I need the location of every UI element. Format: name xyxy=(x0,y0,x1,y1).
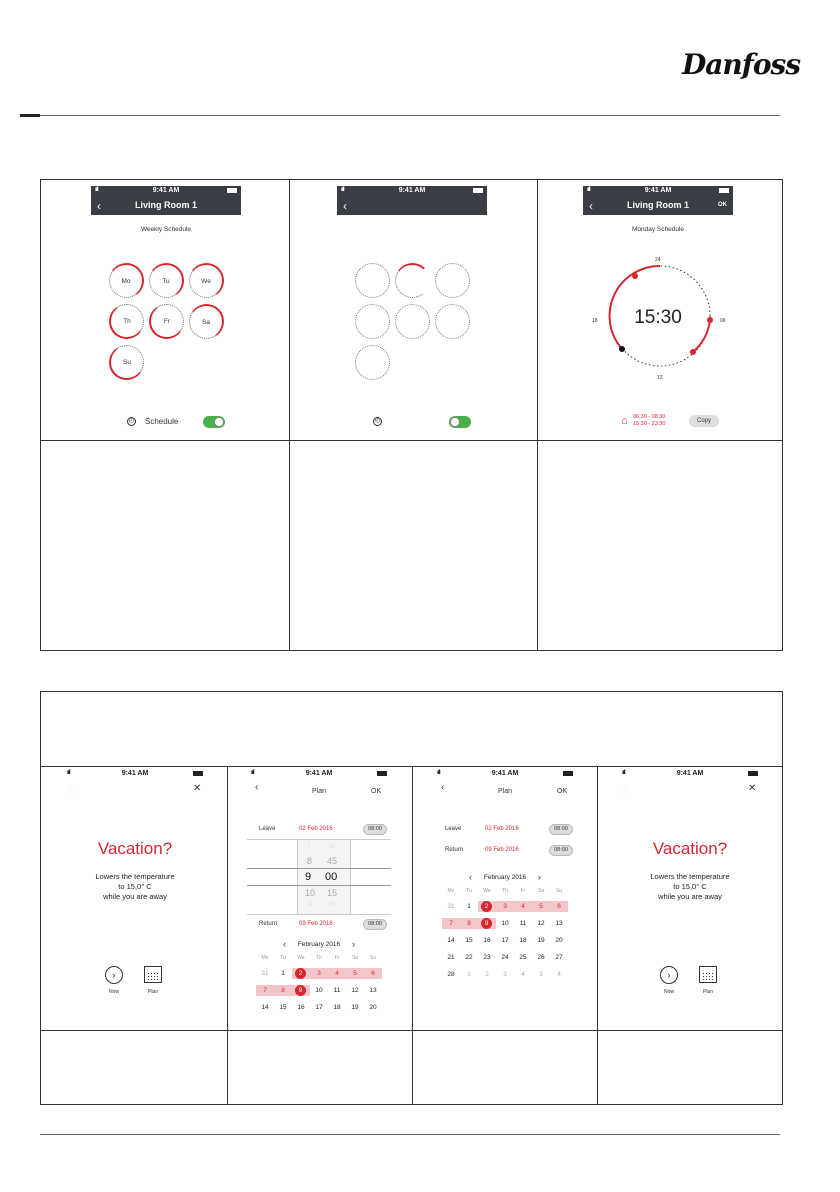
day-number: 13 xyxy=(555,920,563,927)
clock-icon: ◴ xyxy=(374,418,381,424)
battery-icon xyxy=(563,771,573,776)
day-number: 2 xyxy=(295,968,306,979)
day-number: 16 xyxy=(297,1004,305,1011)
day-number: 18 xyxy=(333,1004,341,1011)
status-bar xyxy=(247,769,391,778)
dial-handle[interactable] xyxy=(619,346,625,352)
day-number: 19 xyxy=(351,1004,359,1011)
prev-month-icon[interactable]: ‹ xyxy=(469,872,472,882)
calendar-day[interactable] xyxy=(460,901,478,912)
day-number: 16 xyxy=(483,937,491,944)
weekday-label: Fr xyxy=(334,955,340,961)
day-number: 14 xyxy=(447,937,455,944)
now-label: Now xyxy=(663,989,674,995)
calendar xyxy=(442,872,568,982)
day-number: 25 xyxy=(519,954,527,961)
day-circle[interactable] xyxy=(355,304,390,339)
calendar-day[interactable] xyxy=(460,935,478,946)
ok-button[interactable]: OK xyxy=(557,788,568,795)
signal-icon: ııll xyxy=(341,187,344,193)
signal-icon: ııll xyxy=(622,770,625,776)
now-button[interactable]: › xyxy=(660,966,678,984)
day-number: 4 xyxy=(335,970,339,977)
calendar-day[interactable] xyxy=(532,901,550,912)
calendar-day[interactable] xyxy=(496,935,514,946)
calendar-day[interactable] xyxy=(550,969,568,980)
day-friday[interactable]: Fr xyxy=(149,304,184,339)
calendar-day[interactable] xyxy=(514,935,532,946)
day-number: 1 xyxy=(467,903,471,910)
day-number: 23 xyxy=(483,954,491,961)
table-divider xyxy=(227,766,228,1105)
calendar-day[interactable] xyxy=(514,901,532,912)
calendar xyxy=(256,939,382,1027)
day-number: 21 xyxy=(447,954,455,961)
status-bar xyxy=(583,186,733,195)
signal-icon: ııll xyxy=(251,770,254,776)
table-divider xyxy=(289,180,290,650)
dial-label-right: 06 xyxy=(720,318,726,324)
now-label: Now xyxy=(108,989,119,995)
signal-icon: ııll xyxy=(95,187,98,193)
dial-label-left: 18 xyxy=(592,318,598,324)
status-time: 9:41 AM xyxy=(644,187,672,194)
calendar-day[interactable] xyxy=(442,935,460,946)
header-rule-accent xyxy=(20,114,40,117)
status-bar xyxy=(618,769,762,778)
calendar-day[interactable] xyxy=(478,918,496,929)
plan-label: Plan xyxy=(702,989,713,995)
weekday-label: Th xyxy=(502,888,508,894)
picker-minute: 30 xyxy=(329,902,336,908)
day-wednesday[interactable]: We xyxy=(189,263,224,298)
calendar-day[interactable] xyxy=(460,952,478,963)
calendar-day[interactable] xyxy=(514,969,532,980)
day-circle[interactable] xyxy=(395,263,430,298)
calendar-day[interactable] xyxy=(256,985,274,996)
day-number: 3 xyxy=(503,971,507,978)
calendar-day[interactable] xyxy=(532,952,550,963)
weekday-label: Tu xyxy=(466,888,472,894)
day-number: 12 xyxy=(537,920,545,927)
table-divider xyxy=(41,440,782,441)
day-number: 14 xyxy=(261,1004,269,1011)
calendar-day[interactable] xyxy=(550,918,568,929)
vacation-prompt-screen xyxy=(63,769,207,1027)
calendar-day[interactable] xyxy=(496,901,514,912)
day-number: 12 xyxy=(351,987,359,994)
calendar-day[interactable] xyxy=(532,935,550,946)
plan-title: Plan xyxy=(311,788,326,795)
screen-subtitle: Monday Schedule xyxy=(631,226,685,233)
day-number: 9 xyxy=(295,985,306,996)
back-icon[interactable]: ‹ xyxy=(441,782,445,793)
footer-rule xyxy=(40,1134,780,1135)
status-time: 9:41 AM xyxy=(676,770,704,777)
calendar-day[interactable] xyxy=(328,985,346,996)
day-number: 7 xyxy=(449,920,453,927)
weekday-label: Fr xyxy=(520,888,526,894)
day-number: 5 xyxy=(539,903,543,910)
day-circle[interactable] xyxy=(355,263,390,298)
day-number: 6 xyxy=(371,970,375,977)
calendar-day[interactable] xyxy=(310,968,328,979)
status-time: 9:41 AM xyxy=(491,770,519,777)
prev-month-icon[interactable]: ‹ xyxy=(283,939,286,949)
day-number: 10 xyxy=(501,920,509,927)
day-number: 7 xyxy=(263,987,267,994)
weekly-schedule-screen xyxy=(91,186,241,432)
day-sunday[interactable]: Su xyxy=(109,345,144,380)
dial-handle[interactable] xyxy=(690,349,696,355)
leave-label: Leave xyxy=(445,826,462,832)
plan-label: Plan xyxy=(147,989,158,995)
day-number: 27 xyxy=(555,954,563,961)
header-rule xyxy=(40,115,780,116)
day-number: 4 xyxy=(521,903,525,910)
weekday-label: Mo xyxy=(261,955,269,961)
schedule-label: Schedule xyxy=(145,417,179,426)
day-saturday[interactable]: Sa xyxy=(189,304,224,339)
day-number: 1 xyxy=(281,970,285,977)
schedule-toggle[interactable] xyxy=(203,416,225,428)
calendar-day[interactable] xyxy=(460,969,478,980)
calendar-day[interactable] xyxy=(328,968,346,979)
day-number: 2 xyxy=(485,971,489,978)
leave-date[interactable]: 02 Feb 2016 xyxy=(485,826,519,832)
calendar-day[interactable] xyxy=(274,985,292,996)
calendar-day[interactable] xyxy=(496,952,514,963)
vacation-table xyxy=(40,691,783,1105)
day-number: 28 xyxy=(447,971,455,978)
blurred-back: ‹ xyxy=(69,786,72,793)
back-icon[interactable]: ‹ xyxy=(589,199,593,213)
schedule-transition-screen xyxy=(337,186,487,432)
day-number: 20 xyxy=(369,1004,377,1011)
return-date[interactable]: 09 Feb 2016 xyxy=(299,921,333,927)
battery-icon xyxy=(227,188,237,193)
return-date[interactable]: 09 Feb 2016 xyxy=(485,847,519,853)
navbar xyxy=(337,186,487,215)
calendar-icon[interactable] xyxy=(144,966,162,983)
calendar-day[interactable] xyxy=(460,918,478,929)
day-number: 19 xyxy=(537,937,545,944)
calendar-day[interactable] xyxy=(514,918,532,929)
calendar-day[interactable] xyxy=(364,1002,382,1013)
calendar-day[interactable] xyxy=(292,985,310,996)
vacation-line-3: while you are away xyxy=(103,892,167,901)
period-1: 06:30 - 08:30 xyxy=(633,414,666,420)
day-number: 6 xyxy=(557,903,561,910)
day-number: 31 xyxy=(261,970,269,977)
next-month-icon[interactable]: › xyxy=(352,939,355,949)
calendar-day[interactable] xyxy=(310,1002,328,1013)
status-bar xyxy=(337,186,487,195)
back-icon[interactable]: ‹ xyxy=(343,199,347,213)
table-divider xyxy=(412,766,413,1105)
weekday-label: Th xyxy=(316,955,322,961)
day-number: 26 xyxy=(537,954,545,961)
table-divider xyxy=(537,180,538,650)
calendar-day[interactable] xyxy=(532,918,550,929)
vacation-line-2: to 15,0° C xyxy=(118,882,152,891)
calendar-day[interactable] xyxy=(292,1002,310,1013)
calendar-day[interactable] xyxy=(478,935,496,946)
plan-picker-screen xyxy=(247,769,391,1027)
nav-title: Living Room 1 xyxy=(134,200,197,210)
day-number: 4 xyxy=(521,971,525,978)
calendar-day[interactable] xyxy=(532,969,550,980)
calendar-day[interactable] xyxy=(364,985,382,996)
leave-time[interactable]: 08:00 xyxy=(363,824,387,835)
monday-schedule-screen xyxy=(583,186,733,432)
weekday-label: Su xyxy=(369,955,377,961)
day-number: 8 xyxy=(281,987,285,994)
clock-time: 15:30 xyxy=(634,307,682,328)
calendar-day[interactable] xyxy=(478,901,496,912)
vacation-line-2: to 15,0° C xyxy=(673,882,707,891)
screen-subtitle: Weekly Schedule xyxy=(140,226,192,233)
next-month-icon[interactable]: › xyxy=(538,872,541,882)
dial-label-top: 24 xyxy=(655,257,661,263)
calendar-day[interactable] xyxy=(310,985,328,996)
vacation-title: Vacation? xyxy=(97,839,173,858)
day-circle[interactable] xyxy=(435,304,470,339)
day-number: 15 xyxy=(279,1004,287,1011)
day-number: 15 xyxy=(465,937,473,944)
battery-icon xyxy=(473,188,483,193)
calendar-month: February 2016 xyxy=(297,941,341,948)
now-button[interactable]: › xyxy=(105,966,123,984)
calendar-day[interactable] xyxy=(442,901,460,912)
status-bar xyxy=(433,769,577,778)
calendar-day[interactable] xyxy=(346,968,364,979)
status-time: 9:41 AM xyxy=(121,770,149,777)
back-icon[interactable]: ‹ xyxy=(97,199,101,213)
battery-icon xyxy=(193,771,203,776)
leave-time[interactable]: 08:00 xyxy=(549,824,573,835)
calendar-day[interactable] xyxy=(550,952,568,963)
table-divider xyxy=(597,766,598,1105)
calendar-day[interactable] xyxy=(442,969,460,980)
navbar xyxy=(91,186,241,215)
return-label: Return xyxy=(445,847,464,853)
picker-hour: 7 xyxy=(307,844,311,850)
picker-hour: 11 xyxy=(307,902,314,908)
return-label: Return xyxy=(259,921,278,927)
calendar-day[interactable] xyxy=(328,1002,346,1013)
navbar xyxy=(583,186,733,215)
calendar-day[interactable] xyxy=(346,985,364,996)
day-number: 10 xyxy=(315,987,323,994)
battery-icon xyxy=(748,771,758,776)
time-picker[interactable] xyxy=(247,839,391,915)
day-number: 20 xyxy=(555,937,563,944)
day-number: 17 xyxy=(501,937,509,944)
calendar-icon[interactable] xyxy=(699,966,717,983)
calendar-day[interactable] xyxy=(514,952,532,963)
picker-minute-selected: 00 xyxy=(325,871,338,883)
day-circle[interactable] xyxy=(435,263,470,298)
calendar-day[interactable] xyxy=(292,968,310,979)
status-time: 9:41 AM xyxy=(152,187,180,194)
danfoss-logo: Danfoss xyxy=(682,48,801,81)
picker-minute: 15 xyxy=(327,888,338,898)
day-number: 3 xyxy=(503,903,507,910)
weekday-label: We xyxy=(483,888,491,894)
vacation-line-1: Lowers the temperature xyxy=(95,872,175,881)
picker-hour: 10 xyxy=(305,888,316,898)
battery-icon xyxy=(719,188,729,193)
plan-title: Plan xyxy=(497,788,512,795)
calendar-day[interactable] xyxy=(550,901,568,912)
day-number: 5 xyxy=(353,970,357,977)
weekday-label: Mo xyxy=(447,888,455,894)
picker-hour-selected: 9 xyxy=(305,871,312,883)
calendar-day[interactable] xyxy=(274,1002,292,1013)
home-icon: ⌂ xyxy=(621,415,628,427)
dial-handle[interactable] xyxy=(632,273,638,279)
day-monday[interactable]: Mo xyxy=(109,263,144,298)
status-bar xyxy=(63,769,207,778)
calendar-day[interactable] xyxy=(478,952,496,963)
calendar-day[interactable] xyxy=(256,968,274,979)
day-number: 22 xyxy=(465,954,473,961)
period-2: 15:30 - 23:30 xyxy=(633,421,666,427)
day-number: 13 xyxy=(369,987,377,994)
blurred-back: ‹ xyxy=(624,786,627,793)
weekday-label: Su xyxy=(555,888,563,894)
close-icon[interactable]: ✕ xyxy=(748,783,757,794)
status-bar xyxy=(91,186,241,195)
day-number: 9 xyxy=(481,918,492,929)
calendar-day[interactable] xyxy=(442,918,460,929)
calendar-month: February 2016 xyxy=(483,874,527,881)
day-number: 11 xyxy=(519,920,527,927)
calendar-day[interactable] xyxy=(346,1002,364,1013)
day-number: 3 xyxy=(317,970,321,977)
vacation-line-1: Lowers the temperature xyxy=(650,872,730,881)
plan-calendar-screen xyxy=(433,769,577,1027)
copy-button[interactable]: Copy xyxy=(689,415,719,427)
day-number: 31 xyxy=(447,903,455,910)
dial-label-bottom: 12 xyxy=(657,375,663,381)
ok-button[interactable]: OK xyxy=(371,788,382,795)
picker-minute: 45 xyxy=(327,856,338,866)
schedule-table xyxy=(40,179,783,651)
day-number: 2 xyxy=(481,901,492,912)
nav-title: Living Room 1 xyxy=(626,200,689,210)
day-number: 3 xyxy=(539,971,543,978)
vacation-line-3: while you are away xyxy=(658,892,722,901)
toggle-knob xyxy=(450,417,460,427)
day-number: 1 xyxy=(467,971,471,978)
weekday-label: We xyxy=(297,955,305,961)
leave-label: Leave xyxy=(259,826,276,832)
day-thursday[interactable]: Th xyxy=(109,304,144,339)
battery-icon xyxy=(377,771,387,776)
ok-button[interactable]: OK xyxy=(718,202,727,208)
weekday-label: Tu xyxy=(280,955,286,961)
toggle-knob xyxy=(214,417,224,427)
schedule-toggle[interactable] xyxy=(449,416,471,428)
clock-icon: ◴ xyxy=(128,418,135,424)
day-number: 24 xyxy=(501,954,509,961)
return-time[interactable]: 08:00 xyxy=(363,919,387,930)
weekday-label: Sa xyxy=(537,888,545,894)
calendar-day[interactable] xyxy=(496,918,514,929)
calendar-day[interactable] xyxy=(364,968,382,979)
day-tuesday[interactable]: Tu xyxy=(149,263,184,298)
picker-minute: 30 xyxy=(329,844,336,850)
signal-icon: ııll xyxy=(67,770,70,776)
close-icon[interactable]: ✕ xyxy=(193,783,202,794)
calendar-day[interactable] xyxy=(478,969,496,980)
vacation-prompt-screen xyxy=(618,769,762,1027)
day-number: 18 xyxy=(519,937,527,944)
day-number: 8 xyxy=(467,920,471,927)
leave-date[interactable]: 02 Feb 2016 xyxy=(299,826,333,832)
calendar-day[interactable] xyxy=(442,952,460,963)
calendar-day[interactable] xyxy=(496,969,514,980)
day-circle[interactable] xyxy=(355,345,390,380)
day-number: 4 xyxy=(557,971,561,978)
vacation-title: Vacation? xyxy=(652,839,728,858)
calendar-day[interactable] xyxy=(550,935,568,946)
calendar-day[interactable] xyxy=(256,1002,274,1013)
day-circle[interactable] xyxy=(395,304,430,339)
status-time: 9:41 AM xyxy=(305,770,333,777)
weekday-label: Sa xyxy=(351,955,359,961)
day-number: 11 xyxy=(333,987,341,994)
return-time[interactable]: 08:00 xyxy=(549,845,573,856)
status-time: 9:41 AM xyxy=(398,187,426,194)
signal-icon: ııll xyxy=(437,770,440,776)
day-number: 17 xyxy=(315,1004,323,1011)
picker-hour: 8 xyxy=(307,856,313,866)
calendar-day[interactable] xyxy=(274,968,292,979)
back-icon[interactable]: ‹ xyxy=(255,782,259,793)
signal-icon: ııll xyxy=(587,187,590,193)
